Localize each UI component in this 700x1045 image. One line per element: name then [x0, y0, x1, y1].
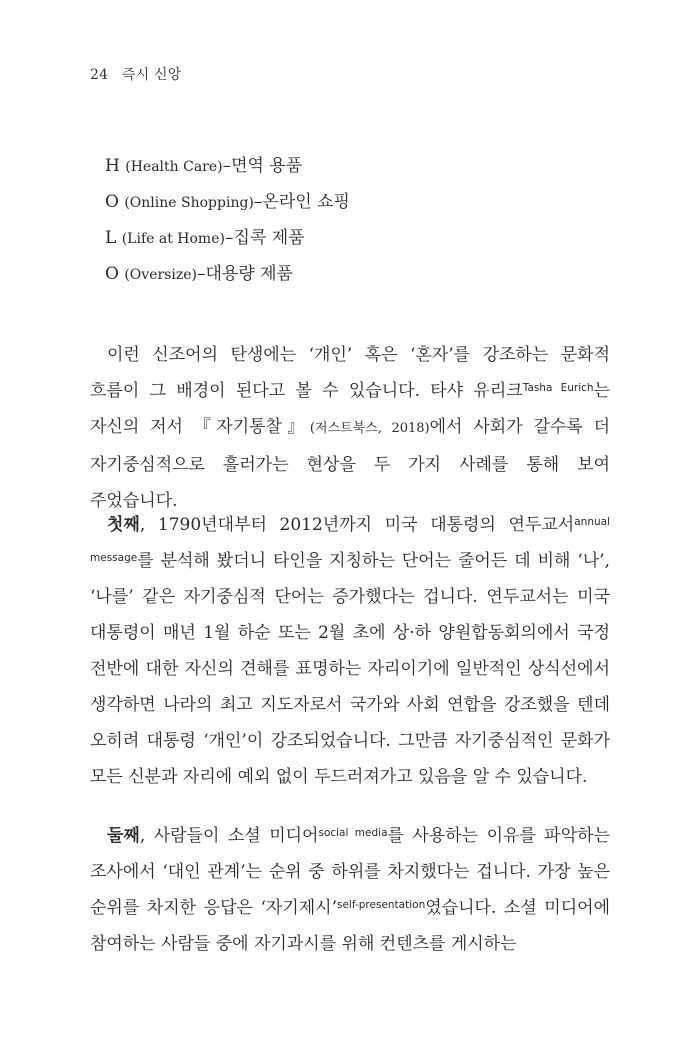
- paragraph-text: , 1790년대부터 2012년까지 미국 대통령의 연두교서: [139, 515, 575, 535]
- list-item-english: (Oversize): [124, 267, 197, 283]
- list-item-code: L: [105, 228, 117, 248]
- paragraph-text: , 사람들이 소셜 미디어: [139, 826, 319, 846]
- book-title: 즉시 신앙: [121, 67, 182, 83]
- paragraph-text: 에서 사회가 갈수록 더 자기중심적으로 흘러가는 현상을 두 가지 사례를 통해 보여 주었습니다.: [90, 417, 610, 511]
- page-number: 24: [90, 67, 109, 83]
- list-item-korean: –대용량 제품: [196, 264, 293, 284]
- english-gloss: annual message: [90, 516, 610, 564]
- english-gloss: social media: [318, 827, 388, 839]
- list-item: [105, 256, 605, 292]
- body-paragraph-second: [90, 818, 610, 962]
- english-gloss: self-presentation: [337, 899, 426, 911]
- acronym-list: [105, 148, 605, 292]
- list-item: [105, 148, 605, 184]
- list-item-english: (Life at Home): [121, 231, 225, 247]
- list-item-english: (Online Shopping): [124, 195, 254, 211]
- list-item-code: H: [105, 156, 120, 176]
- lead-word-second: 둘째: [107, 826, 140, 846]
- paragraph-text: 이런 신조어의 탄생에는 ‘개인’ 혹은 ‘혼자’를 강조하는 문화적 흐름이 그 배경이 된다고 볼 수 있습니다. 타샤 유리크: [90, 345, 610, 401]
- lead-word-first: 첫째: [107, 515, 140, 535]
- body-paragraph-first: [90, 507, 610, 795]
- english-gloss: Tasha Eurich: [522, 382, 594, 394]
- list-item: [105, 184, 605, 220]
- paragraph-text: 를 사용하는 이유를 파악하는 조사에서 ‘대인 관계’는 순위 중 하위를 차지했다는 겁니다. 가장 높은 순위를 차지한 응답은 ‘자기제시’: [90, 826, 610, 918]
- list-item-korean: –집콕 제품: [224, 228, 305, 248]
- list-item-code: O: [105, 264, 119, 284]
- list-item-english: (Health Care): [125, 159, 223, 175]
- list-item: [105, 220, 605, 256]
- publication-info: (저스트북스, 2018): [309, 421, 430, 436]
- running-head: [90, 64, 181, 84]
- body-paragraph-intro: [90, 337, 610, 519]
- paragraph-text: 는 자신의 저서 『자기통찰』: [90, 381, 610, 437]
- list-item-code: O: [105, 192, 119, 212]
- list-item-korean: –면역 용품: [222, 156, 303, 176]
- list-item-korean: –온라인 쇼핑: [253, 192, 350, 212]
- paragraph-text: 였습니다. 소셜 미디어에 참여하는 사람들 중에 자기과시를 위해 컨텐츠를 게시하는: [90, 898, 610, 954]
- paragraph-text: 를 분석해 봤더니 타인을 지칭하는 단어는 줄어든 데 비해 ‘나’, ‘나를’ 같은 자기중심적 단어는 증가했다는 겁니다. 연두교서는 미국 대통령이 매년 1월 하순 또는 2월 초에 상·하 양원합동회의에서 국정 전반에 대한 자신의 견해를 표명하는 자리이기에 일반적인 상식선에서 생각하면 나라의 최고 지도자로서 국가와 사회 연합을 강조했을 텐데 오히려 대통령 ‘개인’이 강조되었습니다. 그만큼 자기중심적인 문화가 모든 신분과 자리에 예외 없이 두드러져가고 있음을 알 수 있습니다.: [90, 551, 610, 787]
